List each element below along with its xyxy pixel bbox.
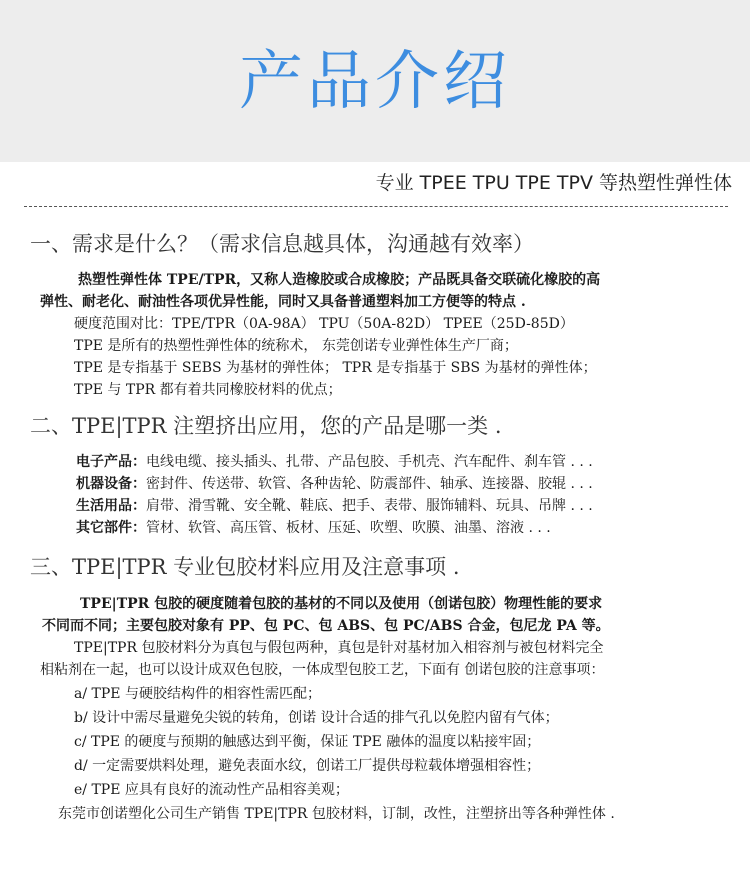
section3-line: TPE|TPR 包胶的硬度随着包胶的基材的不同以及使用（创诺包胶）物理性能的要求 <box>80 596 603 612</box>
application-text: 肩带、滑雪靴、安全靴、鞋底、把手、表带、服饰辅料、玩具、吊牌 . . . <box>146 498 593 514</box>
application-label: 电子产品： <box>76 454 146 470</box>
section1-line: 弹性、耐老化、耐油性各项优异性能，同时又具备普通塑料加工方便等的特点 . <box>40 294 526 310</box>
application-label: 生活用品： <box>76 498 146 514</box>
section1-line: TPE 是专指基于 SEBS 为基材的弹性体； TPR 是专指基于 SBS 为基材的弹性体； <box>74 360 597 376</box>
application-label: 机器设备： <box>76 476 146 492</box>
precaution-item: a/ TPE 与硬胶结构件的相容性需匹配； <box>74 686 321 702</box>
precaution-item: e/ TPE 应具有良好的流动性产品相容美观； <box>74 782 349 798</box>
company-statement: 东莞市创诺塑化公司生产销售 TPE|TPR 包胶材料，订制，改性，注塑挤出等各种弹性体 . <box>58 806 615 822</box>
section1-line: TPE 与 TPR 都有着共同橡胶材料的优点； <box>74 382 342 398</box>
precaution-item: c/ TPE 的硬度与预期的触感达到平衡，保证 TPE 融体的温度以粘接牢固； <box>74 734 541 750</box>
precaution-item: d/ 一定需要烘料处理，避免表面水纹，创诺工厂提供母粒载体增强相容性； <box>74 758 541 774</box>
dashed-divider <box>24 206 728 207</box>
application-row <box>76 452 593 472</box>
application-label: 其它部件： <box>76 520 146 536</box>
section2-heading: 二、TPE|TPR 注塑挤出应用，您的产品是哪一类 . <box>30 414 502 438</box>
application-text: 电线电缆、接头插头、扎带、产品包胶、手机壳、汽车配件、刹车管 . . . <box>146 454 593 470</box>
section3-line: 不同而不同；主要包胶对象有 PP、包 PC、包 ABS、包 PC/ABS 合金，包尼龙 PA 等。 <box>42 618 610 634</box>
application-row <box>76 518 551 538</box>
section1-heading: 一、需求是什么？（需求信息越具体，沟通越有效率） <box>30 232 534 256</box>
application-row <box>76 474 593 494</box>
application-text: 密封件、传送带、软管、各种齿轮、防震部件、轴承、连接器、胶辊 . . . <box>146 476 593 492</box>
application-text: 管材、软管、高压管、板材、压延、吹塑、吹膜、油墨、溶液 . . . <box>146 520 551 536</box>
precaution-item: b/ 设计中需尽量避免尖锐的转角，创诺 设计合适的排气孔以免腔内留有气体； <box>74 710 559 726</box>
application-row <box>76 496 593 516</box>
section1-line: 热塑性弹性体 TPE/TPR，又称人造橡胶或合成橡胶；产品既具备交联硫化橡胶的高 <box>78 272 601 288</box>
page-title: 产品介绍 <box>239 45 511 119</box>
section3-heading: 三、TPE|TPR 专业包胶材料应用及注意事项 . <box>30 555 460 579</box>
page-subtitle: 专业 TPEE TPU TPE TPV 等热塑性弹性体 <box>375 172 732 194</box>
section3-line: TPE|TPR 包胶材料分为真包与假包两种，真包是针对基材加入相容剂与被包材料完全 <box>74 640 604 656</box>
header-banner <box>0 0 750 162</box>
section1-line: 硬度范围对比：TPE/TPR（0A-98A） TPU（50A-82D） TPEE（25D-85D） <box>74 316 574 332</box>
section3-line: 相粘剂在一起，也可以设计成双色包胶，一体成型包胶工艺，下面有 创诺包胶的注意事项： <box>40 662 605 678</box>
section1-line: TPE 是所有的热塑性弹性体的统称术， 东莞创诺专业弹性体生产厂商； <box>74 338 518 354</box>
